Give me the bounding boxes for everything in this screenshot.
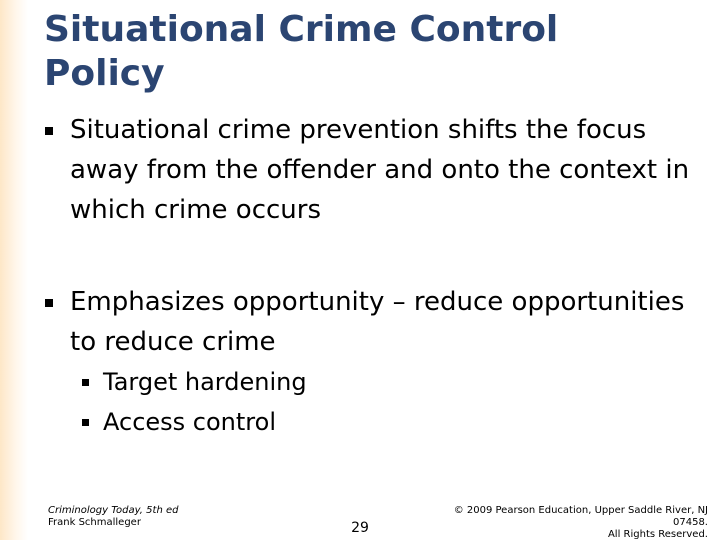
sub-bullet-text: Access control xyxy=(103,408,276,436)
bullet-text: Emphasizes opportunity – reduce opportunities to reduce crime xyxy=(70,287,685,357)
sub-bullet-text: Target hardening xyxy=(103,368,307,396)
footer-author: Frank Schmalleger xyxy=(48,517,141,528)
slide-title: Situational Crime Control Policy xyxy=(44,9,559,94)
footer-source xyxy=(48,505,248,529)
slide-edge-decoration xyxy=(0,0,28,540)
square-bullet-icon xyxy=(82,379,89,386)
square-bullet-icon xyxy=(82,419,89,426)
square-bullet-icon xyxy=(45,299,53,307)
footer-book-title: Criminology Today, 5th ed xyxy=(48,505,179,516)
copyright-line: All Rights Reserved. xyxy=(607,529,708,540)
copyright-line: © 2009 Pearson Education, Upper Saddle River, NJ 07458. xyxy=(453,505,708,528)
bullet-text: Situational crime prevention shifts the focus away from the offender and onto the context in which crime occurs xyxy=(70,115,690,225)
square-bullet-icon xyxy=(45,127,53,135)
footer-copyright xyxy=(420,505,708,541)
page-number: 29 xyxy=(351,520,369,536)
